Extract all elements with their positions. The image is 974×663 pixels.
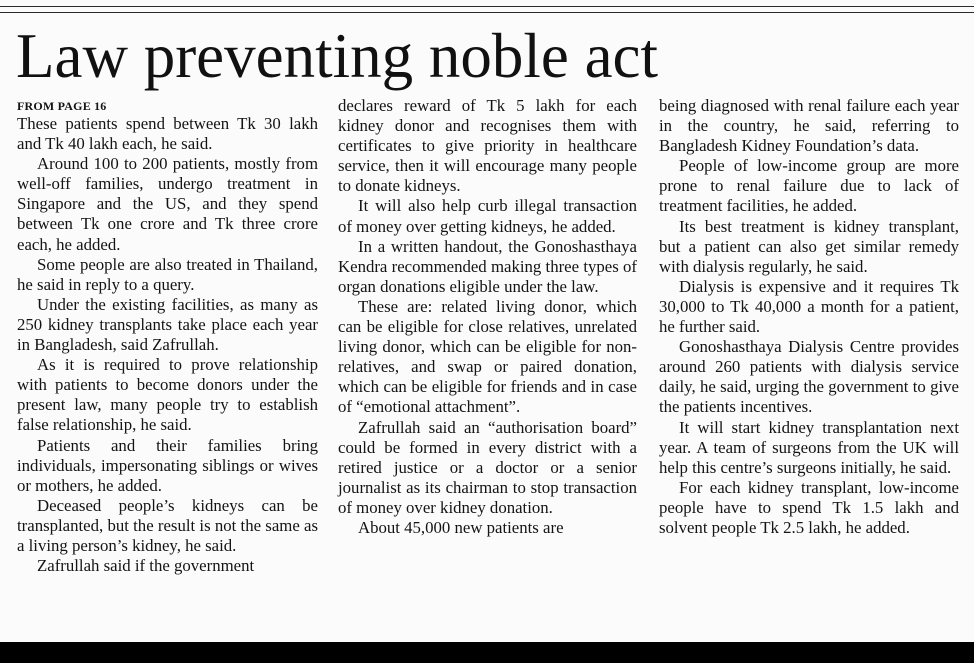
paragraph: As it is required to prove relationship with patients to become donors under the present law, many people try to establish false relationship, he said. — [17, 355, 318, 435]
paragraph: Deceased people’s kidneys can be transplanted, but the result is not the same as a living person’s kidney, he said. — [17, 495, 318, 555]
paragraph: It will start kidney transplantation next year. A team of surgeons from the UK will help this centre’s surgeons initially, he said. — [659, 417, 959, 477]
paragraph: Under the existing facilities, as many as 250 kidney transplants take place each year in Bangladesh, said Zafrullah. — [17, 294, 318, 355]
article-column-3 — [659, 96, 959, 538]
from-page-label: FROM PAGE 16 — [17, 99, 107, 113]
paragraph: These are: related living donor, which can be eligible for close relatives, unrelated living donor, which can be eligible for non-relatives, and swap or paired donation, which can be eligible for friends and in case of “emotional attachment”. — [338, 296, 637, 417]
paragraph: Dialysis is expensive and it requires Tk 30,000 to Tk 40,000 a month for a patient, he further said. — [659, 276, 959, 337]
paragraph: Zafrullah said if the government — [37, 556, 255, 576]
paragraph: It will also help curb illegal transaction of money over getting kidneys, he added. — [338, 196, 637, 236]
paragraph: Patients and their families bring individuals, impersonating siblings or wives or mothers, he added. — [17, 435, 318, 495]
paragraph: Zafrullah said an “authorisation board” could be formed in every district with a retired justice or a doctor or a senior journalist as its chairman to stop transaction of money over kidney donation. — [338, 417, 637, 517]
paragraph: In a written handout, the Gonoshasthaya Kendra recommended making three types of organ donations eligible under the law. — [338, 236, 637, 296]
bottom-border — [0, 642, 974, 663]
headline: Law preventing noble act — [16, 21, 658, 91]
paragraph: For each kidney transplant, low-income people have to spend Tk 1.5 lakh and solvent people Tk 2.5 lakh, he added. — [659, 477, 959, 537]
top-rule-inner — [0, 12, 974, 13]
paragraph: People of low-income group are more prone to renal failure due to lack of treatment facilities, he added. — [659, 156, 959, 216]
paragraph: Some people are also treated in Thailand, he said in reply to a query. — [17, 254, 318, 294]
paragraph: About 45,000 new patients are — [358, 517, 564, 537]
paragraph: These patients spend between Tk 30 lakh and Tk 40 lakh each, he said. — [17, 114, 318, 154]
article-column-1 — [17, 98, 318, 576]
paragraph: Its best treatment is kidney transplant, but a patient can also get similar remedy with dialysis regularly, he said. — [659, 216, 959, 276]
paragraph: Around 100 to 200 patients, mostly from well-off families, undergo treatment in Singapore and the US, and they spend between Tk one crore and Tk three crore each, he added. — [17, 154, 318, 254]
article-column-2 — [338, 96, 637, 538]
top-rule — [0, 6, 974, 7]
paragraph: Gonoshasthaya Dialysis Centre provides around 260 patients with dialysis service daily, he said, urging the government to give the patients incentives. — [659, 337, 959, 417]
paragraph: being diagnosed with renal failure each year in the country, he said, referring to Bangladesh Kidney Foundation’s data. — [659, 96, 959, 156]
paragraph: declares reward of Tk 5 lakh for each kidney donor and recognises them with certificates to give priority in healthcare service, then it will encourage many people to donate kidneys. — [338, 96, 637, 196]
